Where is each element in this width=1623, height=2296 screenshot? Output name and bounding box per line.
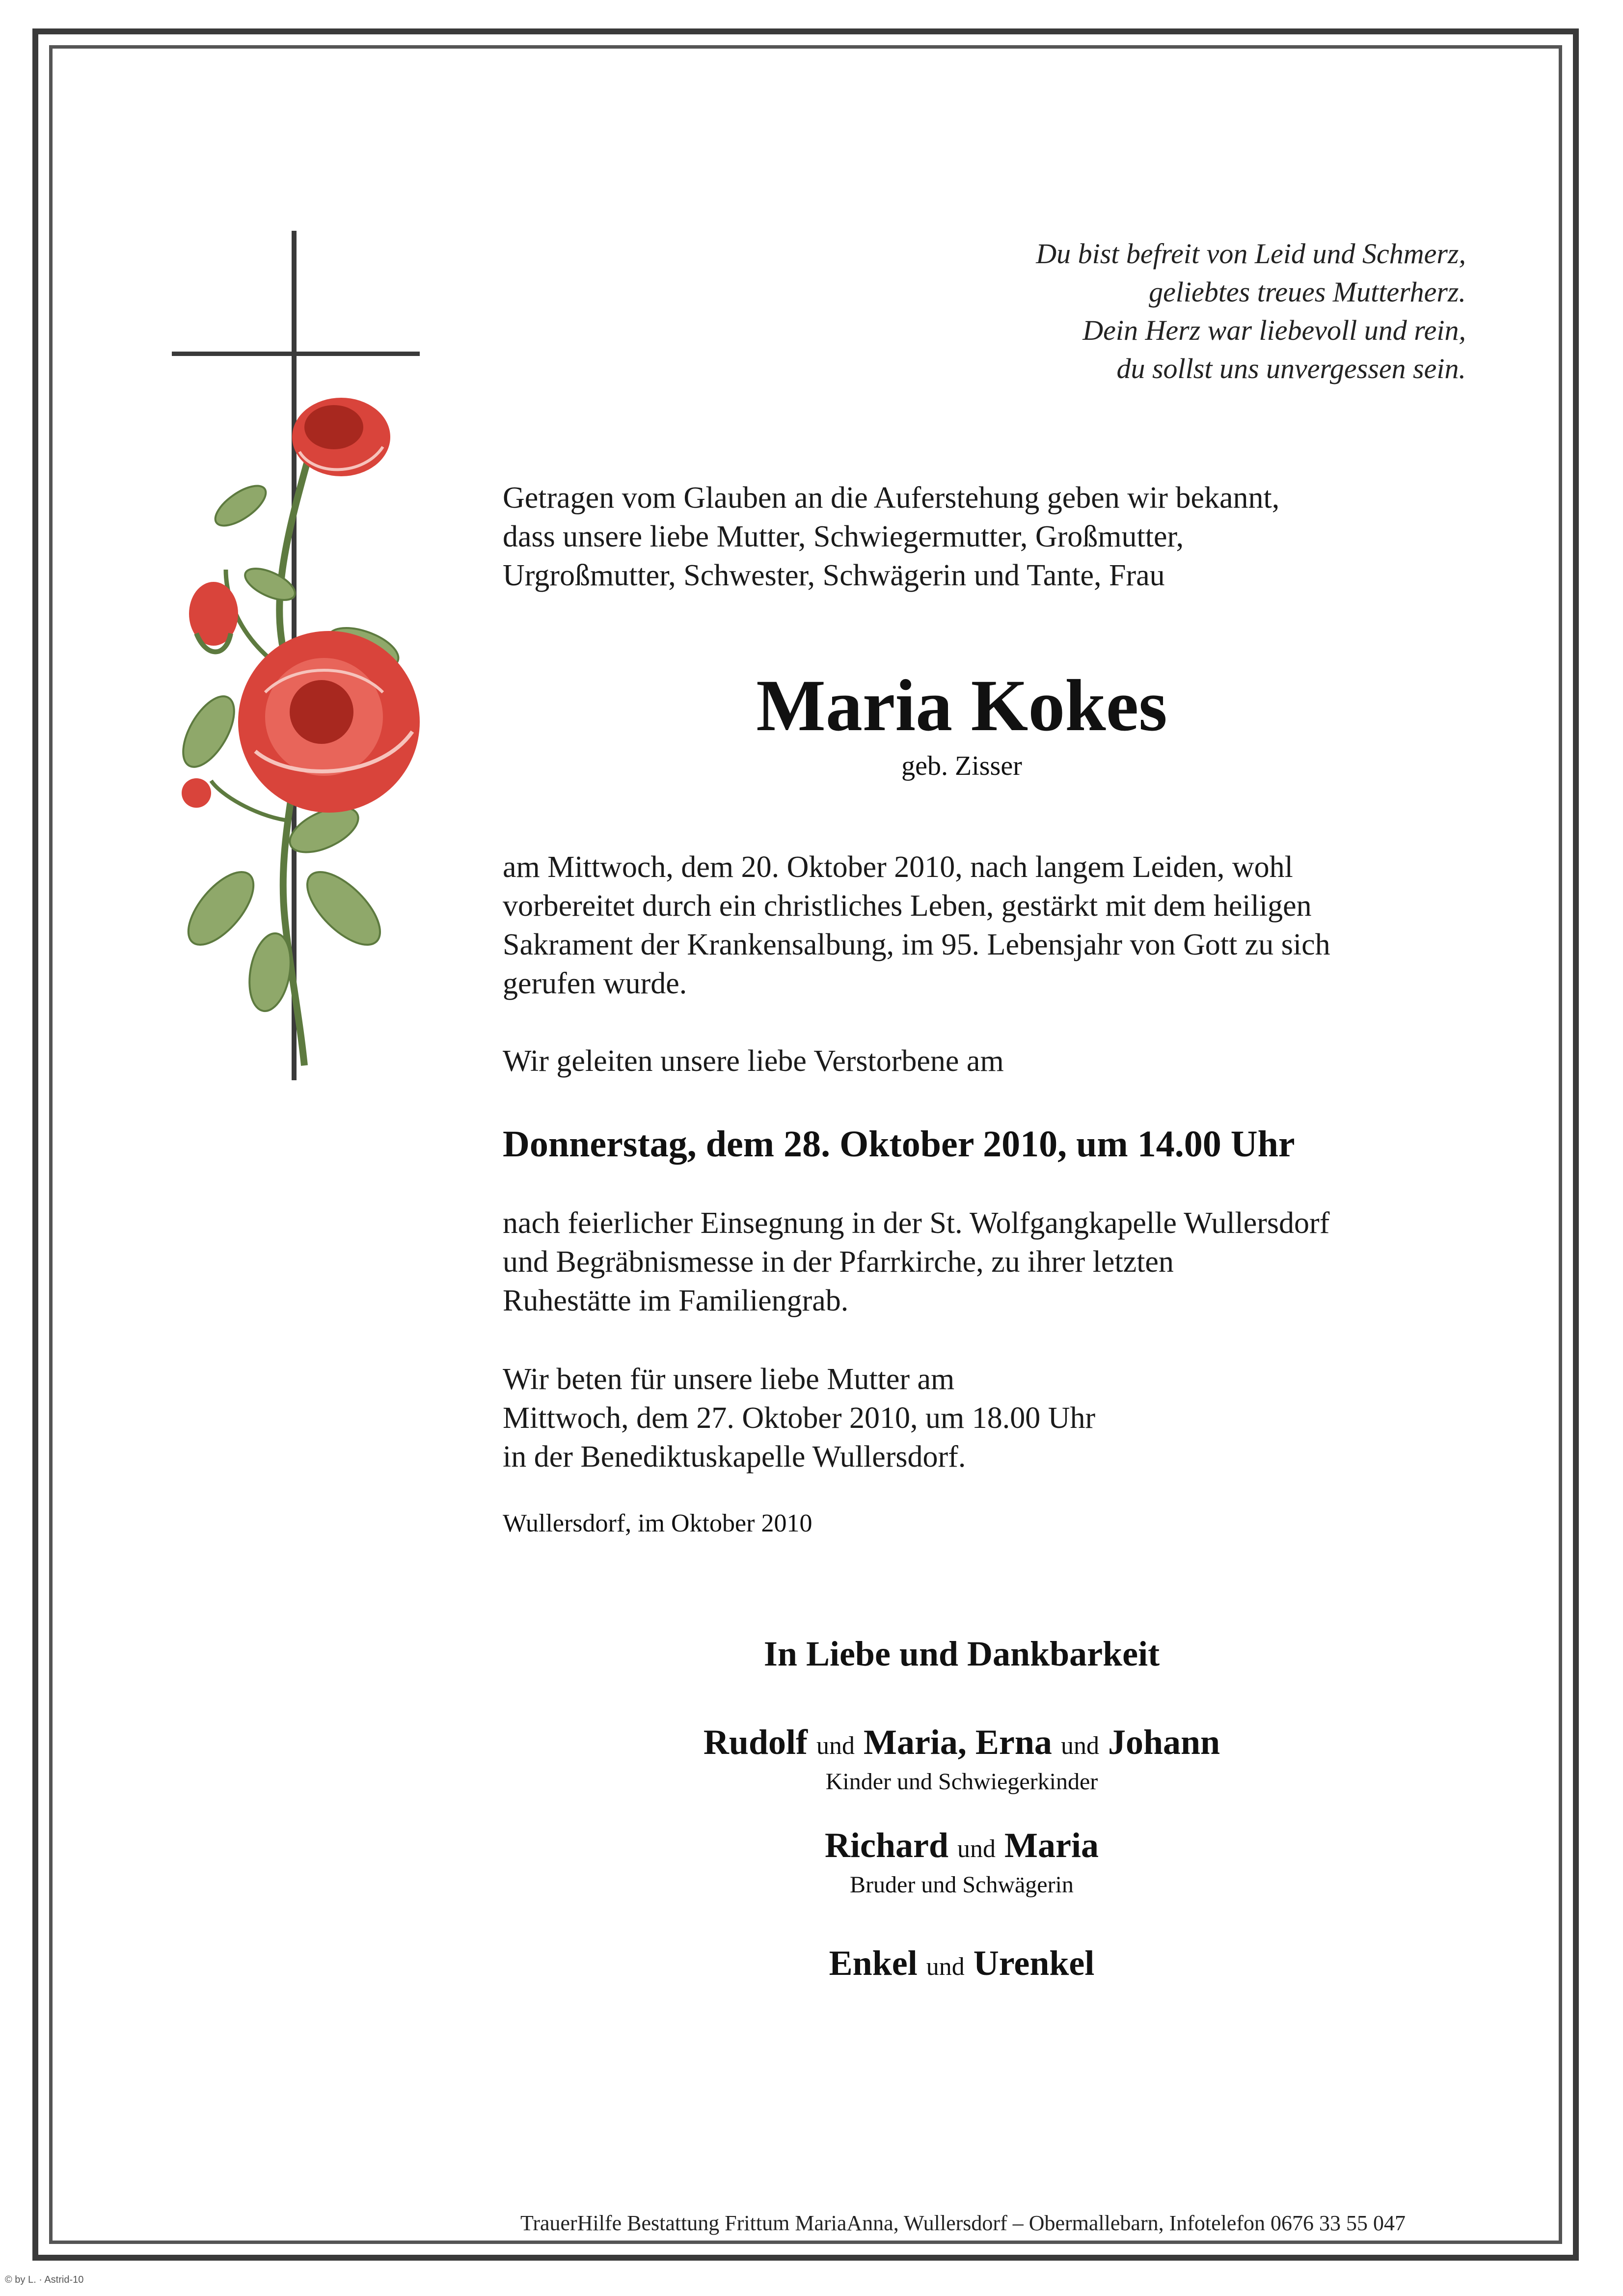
funeral-line: und Begräbnismesse in der Pfarrkirche, zu ihrer letzten: [503, 1245, 1174, 1279]
funeral-line: nach feierlicher Einsegnung in der St. Wolfgangkapelle Wullersdorf: [503, 1206, 1330, 1240]
prayer-line: Mittwoch, dem 27. Oktober 2010, um 18.00 Uhr: [503, 1401, 1096, 1435]
design-credit: © by L. · Astrid-10: [5, 2274, 84, 2285]
mourner-name: Erna: [975, 1722, 1052, 1762]
mourners-group-1: [503, 1721, 1421, 1767]
mourners-group-2: [503, 1824, 1421, 1870]
mourner-name: Rudolf: [703, 1722, 808, 1762]
death-line: vorbereitet durch ein christliches Leben, gestärkt mit dem heiligen: [503, 889, 1312, 923]
funeral-intro: Wir geleiten unsere liebe Verstorbene am: [503, 1044, 1004, 1078]
intro-line: Urgroßmutter, Schwester, Schwägerin und Tante, Frau: [503, 559, 1165, 592]
mourner-name: Maria: [1004, 1826, 1099, 1865]
funeral-home-footer: TrauerHilfe Bestattung Frittum MariaAnna, Wullersdorf – Obermallebarn, Infotelefon 0676 33 55 047: [520, 2211, 1406, 2235]
poem: [1036, 235, 1466, 388]
connector: und: [926, 1953, 965, 1981]
death-line: am Mittwoch, dem 20. Oktober 2010, nach langem Leiden, wohl: [503, 850, 1293, 884]
connector: und: [816, 1732, 855, 1760]
rose-bud-small: [189, 582, 238, 652]
funeral-line: Ruhestätte im Familiengrab.: [503, 1284, 849, 1317]
mourners-relation-2: Bruder und Schwägerin: [850, 1872, 1074, 1898]
poem-line: Du bist befreit von Leid und Schmerz,: [1036, 238, 1466, 270]
intro-line: Getragen vom Glauben an die Auferstehung geben wir bekannt,: [503, 481, 1280, 515]
death-line: Sakrament der Krankensalbung, im 95. Lebensjahr von Gott zu sich: [503, 928, 1330, 961]
mourner-name: Urenkel: [973, 1943, 1095, 1983]
funeral-details: [503, 1204, 1329, 1320]
announcement-intro: [503, 479, 1279, 595]
connector: und: [957, 1835, 996, 1863]
prayer-notice: [503, 1360, 1095, 1476]
death-notice: [503, 848, 1330, 1003]
mourner-name: Johann: [1108, 1722, 1220, 1762]
rose-bud-top: [292, 398, 390, 476]
rose-bud-side: [182, 778, 211, 808]
mourner-name: Richard: [825, 1826, 949, 1865]
place-date: Wullersdorf, im Oktober 2010: [503, 1509, 812, 1537]
mourner-name: Maria,: [863, 1722, 967, 1762]
rose-bloom: [238, 631, 420, 813]
prayer-line: in der Benediktuskapelle Wullersdorf.: [503, 1440, 966, 1474]
connector: und: [1060, 1732, 1099, 1760]
mourners-relation-1: Kinder und Schwiegerkinder: [825, 1769, 1098, 1795]
deceased-name: Maria Kokes: [756, 665, 1167, 746]
poem-line: du sollst uns unvergessen sein.: [1116, 353, 1466, 384]
mourner-name: Enkel: [829, 1943, 918, 1983]
mourners-group-3: [503, 1942, 1421, 1988]
poem-line: geliebtes treues Mutterherz.: [1149, 276, 1466, 308]
death-line: gerufen wurde.: [503, 967, 687, 1000]
poem-line: Dein Herz war liebevoll und rein,: [1082, 314, 1466, 346]
cross-with-roses-illustration: [167, 231, 452, 1080]
maiden-name: geb. Zisser: [901, 751, 1022, 781]
funeral-date: Donnerstag, dem 28. Oktober 2010, um 14.00 Uhr: [503, 1123, 1295, 1165]
intro-line: dass unsere liebe Mutter, Schwiegermutter, Großmutter,: [503, 520, 1184, 553]
mourners-heading: In Liebe und Dankbarkeit: [763, 1634, 1160, 1673]
prayer-line: Wir beten für unsere liebe Mutter am: [503, 1363, 955, 1396]
